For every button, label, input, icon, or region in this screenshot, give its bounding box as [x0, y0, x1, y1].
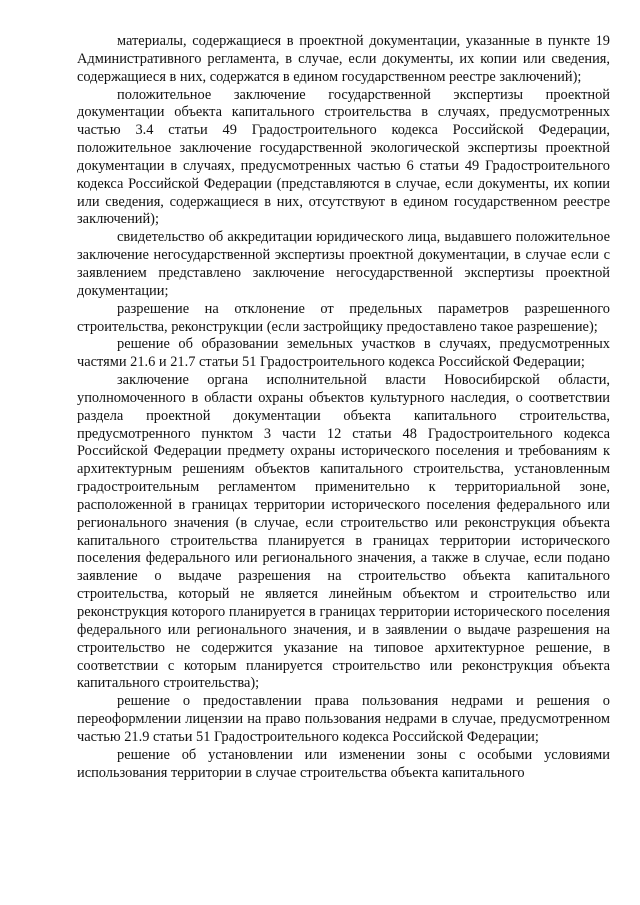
document-page — [77, 33, 610, 782]
paragraph-deviation-permit: разрешение на отклонение от предельных параметров разрешенного строительства, реконструкции (если застройщику предоставлено такое разрешение); — [77, 300, 610, 335]
paragraph-project-materials: материалы, содержащиеся в проектной документации, указанные в пункте 19 Административного регламента, в случае, если документы, их копии или сведения, содержащиеся в них, содержатся в едином государственном реестре заключений); — [77, 33, 610, 85]
paragraph-subsoil-use-decision: решение о предоставлении права пользования недрами и решения о переоформлении лицензии на право пользования недрами в случае, предусмотренном частью 21.9 статьи 51 Градостроительного кодекса Российской Федерации; — [77, 693, 610, 745]
paragraph-cultural-heritage-conclusion: заключение органа исполнительной власти Новосибирской области, уполномоченного в области охраны объектов культурного наследия, о соответствии раздела проектной документации объекта капитального строительства, предусмотренного пунктом 3 части 12 статьи 48 Градостроительного кодекса Российской Федерации предмету охраны исторического поселения и требованиям к архитектурным решениям объектов капитального строительства, установленным градостроительным регламентом применительно к территориальной зоне, расположенной в границах территории исторического поселения федерального или регионального значения (в случае, если строительство или реконструкция объекта капитального строительства планируется в границах территории исторического поселения федерального или регионального значения, а также в случае, если подано заявление о выдаче разрешения на строительство объекта капитального строительства, который не является линейным объектом и строительство или реконструкция которого планируется в границах территории исторического поселения федерального или регионального значения, и в заявлении о выдаче разрешения на строительство не содержится указание на типовое архитектурное решение, в соответствии с которым планируется строительство или реконструкция объекта капитального строительства); — [77, 372, 610, 692]
paragraph-accreditation-certificate: свидетельство об аккредитации юридического лица, выдавшего положительное заключение негосударственной экспертизы проектной документации, в случае если с заявлением представлено заключение негосударственной экспертизы проектной документации; — [77, 229, 610, 299]
paragraph-land-plots-decision: решение об образовании земельных участков в случаях, предусмотренных частями 21.6 и 21.7 статьи 51 Градостроительного кодекса Российской Федерации; — [77, 336, 610, 371]
paragraph-special-zone-decision: решение об установлении или изменении зоны с особыми условиями использования территории в случае строительства объекта капитального — [77, 746, 610, 781]
paragraph-state-expertise: положительное заключение государственной экспертизы проектной документации объекта капитального строительства в случаях, предусмотренных частью 3.4 статьи 49 Градостроительного кодекса Российской Федерации, положительное заключение государственной экологической экспертизы проектной документации в случаях, предусмотренных частью 6 статьи 49 Градостроительного кодекса Российской Федерации (представляются в случае, если документы, их копии или сведения, содержащиеся в них, отсутствуют в едином государственном реестре заключений); — [77, 86, 610, 228]
